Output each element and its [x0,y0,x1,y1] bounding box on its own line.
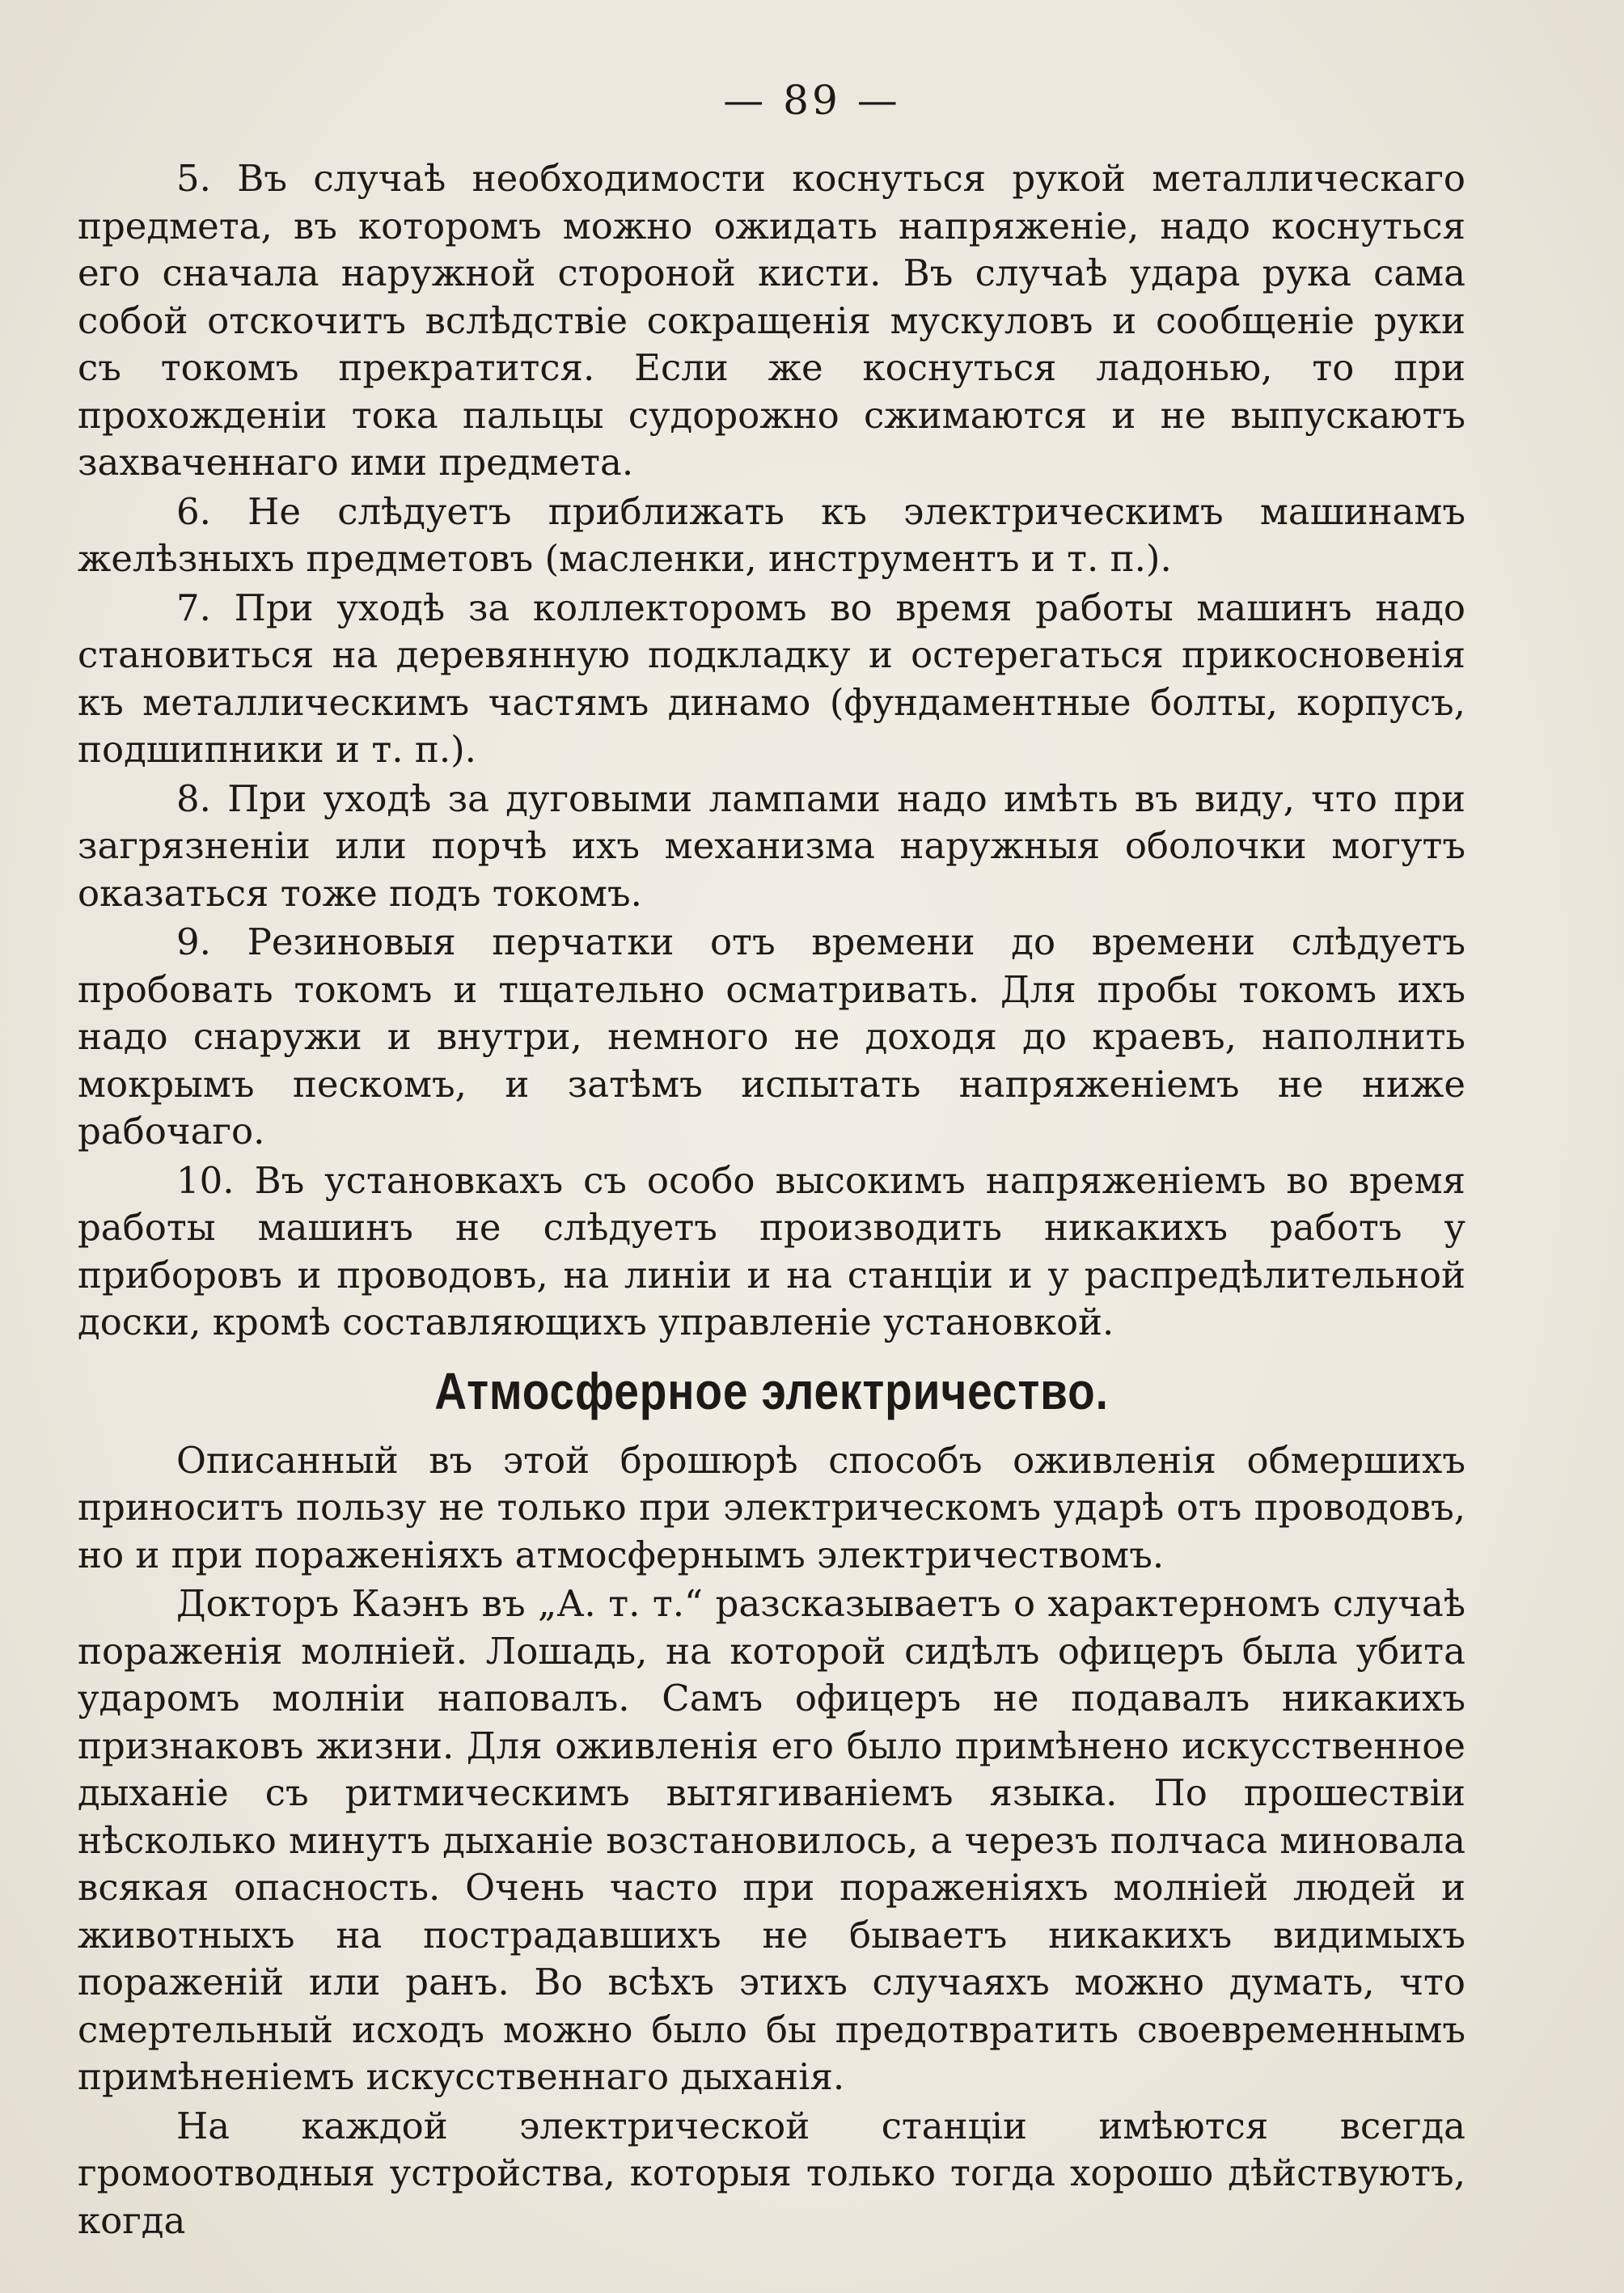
section-heading: Атмосферное электричество. [434,1361,1109,1420]
rule-paragraph-5: 5. Въ случаѣ необходимости коснуться рукой металлическаго предмета, въ которомъ можно ожидать напряженіе, надо коснуться его сначала наружной стороной кисти. Въ случаѣ удара рука сама собой отскочитъ вслѣдствіе сокращенія мускуловъ и сообщеніе руки съ токомъ прекратится. Если же коснуться ладонью, то при прохожденіи тока пальцы судорожно сжимаются и не выпускаютъ захваченнаго ими предмета. [78,157,1465,484]
page-number: — 89 — [723,77,901,124]
atmospheric-section [78,1437,1465,2245]
rule-paragraph-6: 6. Не слѣдуетъ приближать къ электрическимъ машинамъ желѣзныхъ предметовъ (масленки, инструментъ и т. п.). [78,489,1465,580]
rule-paragraph-9: 9. Резиновыя перчатки отъ времени до времени слѣдуетъ пробовать токомъ и тщательно осматривать. Для пробы токомъ ихъ надо снаружи и внутри, немного не доходя до краевъ, наполнить мокрымъ пескомъ, и затѣмъ испытать напряженіемъ не ниже рабочаго. [78,920,1465,1153]
rule-paragraph-8: 8. При уходѣ за дуговыми лампами надо имѣть въ виду, что при загрязненіи или порчѣ ихъ механизма наружныя оболочки могутъ оказаться тоже подъ токомъ. [78,776,1465,915]
body-paragraph: Докторъ Каэнъ въ „А. т. т.“ разсказываетъ о характерномъ случаѣ пораженія молніей. Лошадь, на которой сидѣлъ офицеръ была убита ударомъ молніи наповалъ. Самъ офицеръ не подавалъ никакихъ признаковъ жизни. Для оживленія его было примѣнено искусственное дыханіе съ ритмическимъ вытягиваніемъ языка. По прошествіи нѣсколько минутъ дыханіе возстановилось, а черезъ полчаса миновала всякая опасность. Очень часто при пораженіяхъ молніей людей и животныхъ на пострадавшихъ не бываетъ никакихъ видимыхъ пораженій или ранъ. Во всѣхъ этихъ случаяхъ можно думать, что смертельный исходъ можно было бы предотвратить своевременнымъ примѣненіемъ искусственнаго дыханія. [78,1582,1465,2098]
body-paragraph: На каждой электрической станціи имѣются всегда громоотводныя устройства, которыя только тогда хорошо дѣйствуютъ, когда [78,2104,1465,2242]
safety-rules-list [78,155,1465,1347]
rule-paragraph-7: 7. При уходѣ за коллекторомъ во время работы машинъ надо становиться на деревянную подкладку и остерегаться прикосновенія къ металлическимъ частямъ динамо (фундаментные болты, корпусъ, подшипники и т. п.). [78,586,1465,771]
body-paragraph: Описанный въ этой брошюрѣ способъ оживленія обмершихъ приноситъ пользу не только при электрическомъ ударѣ отъ проводовъ, но и при пораженіяхъ атмосфернымъ электричествомъ. [78,1438,1465,1576]
page-body [78,155,1465,2244]
rule-paragraph-10: 10. Въ установкахъ съ особо высокимъ напряженіемъ во время работы машинъ не слѣдуетъ производить никакихъ работъ у приборовъ и проводовъ, на линіи и на станціи и у распредѣлительной доски, кромѣ составляющихъ управленіе установкой. [78,1158,1465,1343]
